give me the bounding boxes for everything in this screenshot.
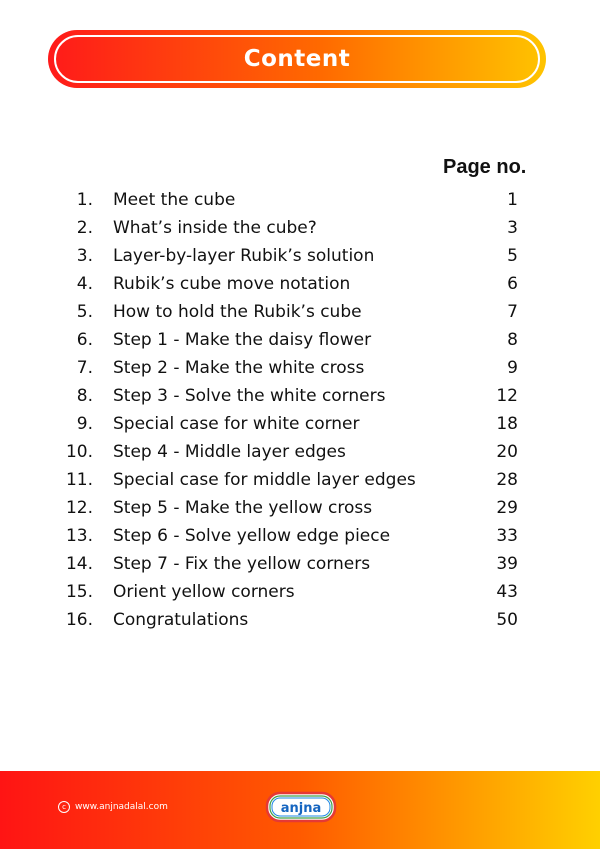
toc-item-title: Meet the cube xyxy=(113,190,236,210)
toc-item-page: 7 xyxy=(507,302,518,322)
toc-row[interactable] xyxy=(0,214,600,242)
toc-item-title: Special case for middle layer edges xyxy=(113,470,416,490)
toc-row[interactable] xyxy=(0,186,600,214)
footer-copyright xyxy=(58,801,168,813)
toc-item-number: 9. xyxy=(76,414,93,434)
toc-row[interactable] xyxy=(0,438,600,466)
toc-row[interactable] xyxy=(0,494,600,522)
toc-item-number: 6. xyxy=(76,330,93,350)
toc-item-title: Orient yellow corners xyxy=(113,582,295,602)
toc-item-number: 10. xyxy=(65,442,93,462)
page-title: Content xyxy=(243,46,351,72)
toc-row[interactable] xyxy=(0,270,600,298)
toc-item-page: 43 xyxy=(496,582,518,602)
toc-item-title: Rubik’s cube move notation xyxy=(113,274,351,294)
toc-item-page: 28 xyxy=(496,470,518,490)
toc-item-page: 8 xyxy=(507,330,518,350)
toc-item-page: 6 xyxy=(507,274,518,294)
toc-item-number: 1. xyxy=(76,190,93,210)
toc-item-title: Step 5 - Make the yellow cross xyxy=(113,498,373,518)
toc-item-number: 12. xyxy=(65,498,93,518)
toc-item-number: 5. xyxy=(76,302,93,322)
toc-item-page: 29 xyxy=(496,498,518,518)
toc-row[interactable] xyxy=(0,522,600,550)
toc-row[interactable] xyxy=(0,326,600,354)
toc-item-number: 13. xyxy=(65,526,93,546)
toc-item-number: 4. xyxy=(76,274,93,294)
footer-website-link[interactable]: www.anjnadalal.com xyxy=(75,802,168,812)
toc-item-number: 14. xyxy=(65,554,93,574)
toc-item-page: 33 xyxy=(496,526,518,546)
toc-item-title: Step 7 - Fix the yellow corners xyxy=(113,554,371,574)
page-number-column-header: Page no. xyxy=(443,156,527,178)
toc-item-title: Step 4 - Middle layer edges xyxy=(113,442,346,462)
logo-text: anjna xyxy=(280,801,322,816)
toc-item-title: How to hold the Rubik’s cube xyxy=(113,302,362,322)
title-banner xyxy=(48,30,546,88)
toc-item-page: 20 xyxy=(496,442,518,462)
toc-row[interactable] xyxy=(0,382,600,410)
toc-item-title: Step 2 - Make the white cross xyxy=(113,358,365,378)
toc-item-title: Layer-by-layer Rubik’s solution xyxy=(113,246,375,266)
toc-item-page: 50 xyxy=(496,610,518,630)
anjna-logo xyxy=(264,790,338,824)
toc-item-number: 16. xyxy=(65,610,93,630)
toc-item-title: Step 3 - Solve the white corners xyxy=(113,386,386,406)
title-banner-border xyxy=(54,35,540,83)
toc-item-number: 8. xyxy=(76,386,93,406)
toc-row[interactable] xyxy=(0,242,600,270)
toc-item-page: 39 xyxy=(496,554,518,574)
copyright-icon: c xyxy=(58,801,70,813)
toc-item-number: 15. xyxy=(65,582,93,602)
toc-row[interactable] xyxy=(0,410,600,438)
toc-item-page: 5 xyxy=(507,246,518,266)
toc-item-title: What’s inside the cube? xyxy=(113,218,317,238)
toc-item-number: 2. xyxy=(76,218,93,238)
toc-item-title: Congratulations xyxy=(113,610,249,630)
toc-row[interactable] xyxy=(0,298,600,326)
toc-row[interactable] xyxy=(0,606,600,634)
toc-item-page: 18 xyxy=(496,414,518,434)
toc-row[interactable] xyxy=(0,466,600,494)
toc-item-number: 7. xyxy=(76,358,93,378)
footer-bar xyxy=(0,771,600,849)
toc-item-page: 3 xyxy=(507,218,518,238)
toc-item-title: Step 6 - Solve yellow edge piece xyxy=(113,526,391,546)
toc-item-title: Step 1 - Make the daisy flower xyxy=(113,330,372,350)
toc-row[interactable] xyxy=(0,354,600,382)
toc-row[interactable] xyxy=(0,550,600,578)
table-of-contents xyxy=(0,186,600,634)
toc-item-page: 1 xyxy=(507,190,518,210)
toc-item-title: Special case for white corner xyxy=(113,414,360,434)
toc-item-page: 12 xyxy=(496,386,518,406)
toc-item-number: 11. xyxy=(65,470,93,490)
toc-item-page: 9 xyxy=(507,358,518,378)
toc-row[interactable] xyxy=(0,578,600,606)
toc-item-number: 3. xyxy=(76,246,93,266)
